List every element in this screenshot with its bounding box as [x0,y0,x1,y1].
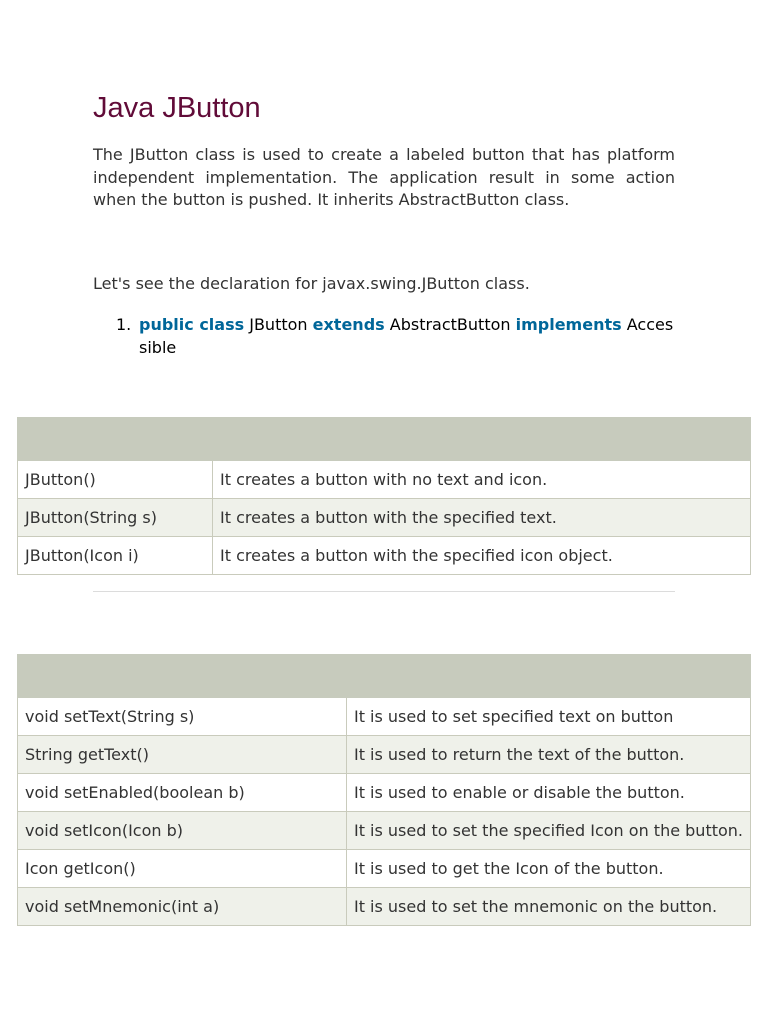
constructor-description: It creates a button with the specified text. [213,499,751,537]
method-description: It is used to enable or disable the button. [346,774,750,812]
method-description: It is used to return the text of the button. [346,736,750,774]
code-line [139,313,675,359]
constructors-table [17,417,751,575]
constructor-description: It creates a button with the specified icon object. [213,537,751,575]
header-cell [346,655,750,698]
page-title: Java JButton [93,92,261,124]
method-description: It is used to get the Icon of the button. [346,850,750,888]
method-description: It is used to set the mnemonic on the button. [346,888,750,926]
constructor-signature: JButton(Icon i) [18,537,213,575]
header-cell [18,655,347,698]
table-row [18,499,751,537]
code-interface: Accessible [139,315,674,357]
method-description: It is used to set specified text on button [346,698,750,736]
table-row [18,774,751,812]
method-signature: void setEnabled(boolean b) [18,774,347,812]
method-signature: void setMnemonic(int a) [18,888,347,926]
code-parent-class: AbstractButton [384,315,516,334]
header-cell [213,418,751,461]
code-keyword-extends: extends [312,315,385,334]
method-signature: void setIcon(Icon b) [18,812,347,850]
constructor-signature: JButton(String s) [18,499,213,537]
constructor-signature: JButton() [18,461,213,499]
section-divider [93,591,675,592]
method-signature: String getText() [18,736,347,774]
constructors-table-header [18,418,751,461]
constructor-description: It creates a button with no text and icon. [213,461,751,499]
code-keyword-public-class: public class [139,315,245,334]
table-row [18,698,751,736]
methods-table [17,654,751,926]
table-row [18,812,751,850]
table-row [18,888,751,926]
intro-paragraph: The JButton class is used to create a labeled button that has platform independent implementation. The application result in some action when the button is pushed. It inherits AbstractButton class. [93,145,675,209]
table-row [18,461,751,499]
table-row [18,736,751,774]
table-row [18,537,751,575]
declaration-lead-text: Let's see the declaration for javax.swing.JButton class. [93,274,530,293]
code-class-name: JButton [244,315,313,334]
method-signature: Icon getIcon() [18,850,347,888]
header-cell [18,418,213,461]
method-description: It is used to set the specified Icon on the button. [346,812,750,850]
method-signature: void setText(String s) [18,698,347,736]
methods-table-header [18,655,751,698]
code-line-number: 1. [116,315,132,334]
table-row [18,850,751,888]
code-keyword-implements: implements [515,315,622,334]
